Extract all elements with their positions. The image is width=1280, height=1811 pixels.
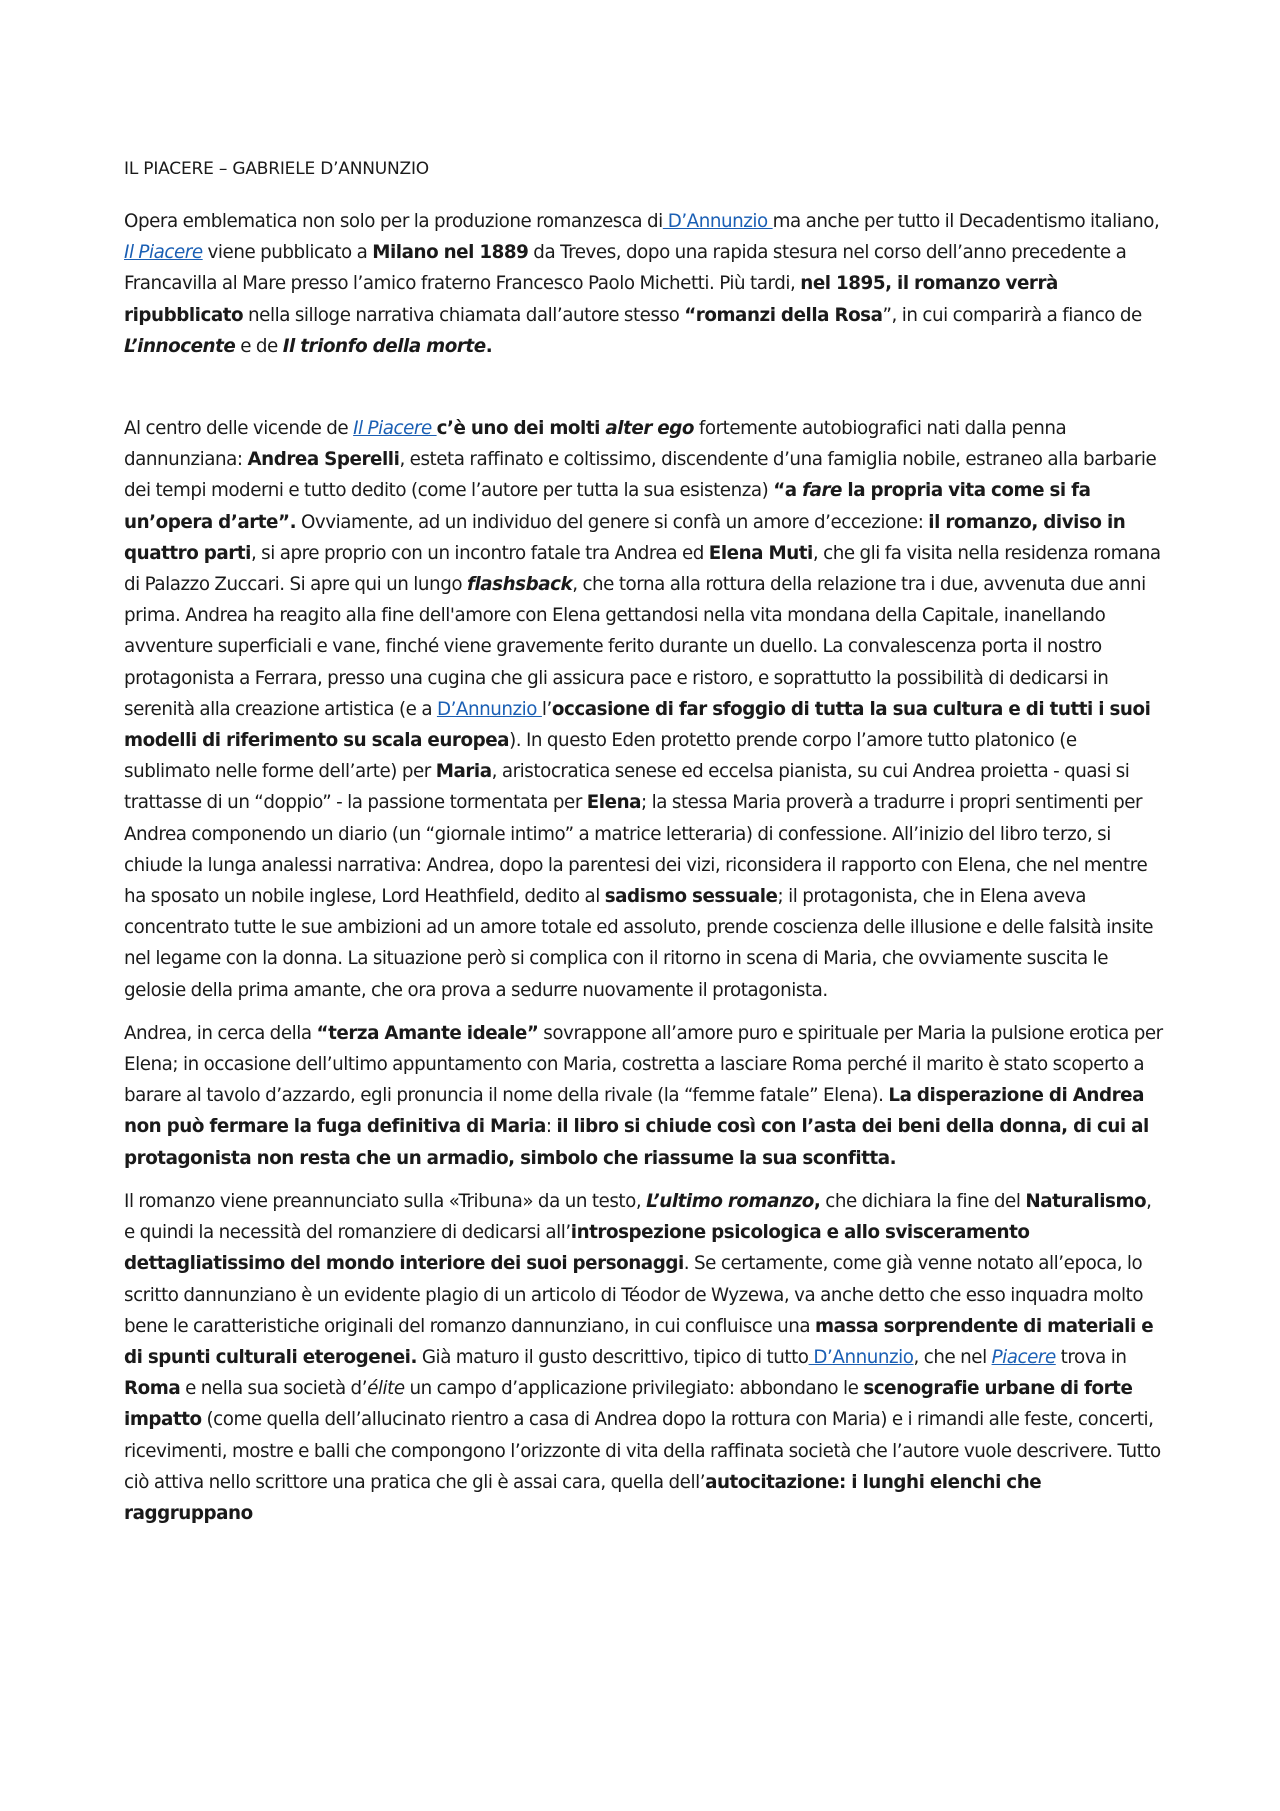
bold-text: Roma: [124, 1378, 181, 1400]
paragraph-style: [124, 1186, 1166, 1529]
bold-text: Maria: [435, 761, 492, 783]
bold-text: il romanzo, diviso in quattro parti: [124, 511, 1126, 564]
text-run: da Treves, dopo una rapida stesura nel corso dell’anno precedente a Francavilla al Mare presso l’amico fraterno Francesco Paolo Michetti. Più tardi,: [124, 242, 1127, 295]
text-run: Ovviamente, ad un individuo del genere si confà un amore d’eccezione:: [296, 511, 929, 533]
text-run: e de: [235, 335, 283, 357]
bold-text: Milano nel 1889: [372, 242, 529, 264]
bold-text: Naturalismo: [1025, 1190, 1147, 1212]
text-run: nella silloge narrativa chiamata dall’autore stesso: [243, 304, 685, 326]
bold-text: autocitazione: i lunghi elenchi che raggruppano: [124, 1471, 1042, 1524]
text-run: l’: [541, 698, 552, 720]
text-run: trova in: [1055, 1346, 1127, 1368]
bold-text: introspezione psicologica e allo sviscerament​o dettagliatissimo del mondo interiore dei suoi personaggi: [124, 1222, 1030, 1275]
text-run: fortemente autobiografici nati dalla penna dannunziana:: [124, 418, 1067, 471]
bold-text: massa sorprendente di materiali e di spunti culturali eterogenei.: [124, 1315, 1154, 1368]
title-link[interactable]: Il Piacere: [124, 242, 203, 264]
text-run: , aristocratica senese ed eccelsa pianista, su cui Andrea proietta - quasi si trattasse di un “doppio” - la passione tormentata per: [124, 761, 1130, 814]
text-run: , esteta raffinato e coltissimo, discendente d’una famiglia nobile, estraneo alla barbarie dei tempi moderni e tutto dedito (come l’autore per tutta la sua esistenza): [124, 449, 1157, 502]
text-run: un campo d’applicazione privilegiato: abbondano le: [404, 1378, 864, 1400]
bold-text: Il trionfo della morte: [282, 335, 486, 357]
bold-text: Elena: [586, 792, 642, 814]
bold-text: L’ultimo romanzo: [646, 1190, 814, 1212]
text-run: Andrea, in cerca della: [124, 1022, 317, 1044]
bold-text: occasione di far sfoggio di tutta la sua cultura e di tutti i suoi modelli di riferimento su scala europea: [124, 698, 1151, 752]
text-run: ). In questo Eden protetto prende corpo l’amore tutto platonico (e sublimato nelle forme dell’arte) per: [124, 730, 1077, 783]
bold-text: “a: [773, 480, 803, 502]
text-run: élite: [367, 1378, 405, 1400]
title-link[interactable]: Piacere: [991, 1346, 1056, 1368]
text-run: sovrappone all’amore puro e spirituale per Maria la pulsione erotica per Elena; in occasione dell’ultimo appuntamento con Maria, costretta a lasciare Roma perché il marito è stato scoperto a barare al tavolo d’azzardo, egli pronuncia il nome della rivale (la “femme fatale” Elena).: [124, 1022, 1163, 1107]
bold-text: Elena Muti: [708, 542, 813, 564]
text-run: ma anche per tutto il Decadentismo italiano,: [772, 211, 1160, 232]
text-run: ; il protagonista, che in Elena aveva concentrato tutte le sue ambizioni ad un amore totale ed assoluto, prende coscienza delle illusione e delle falsità insite nel legame con la donna. La situazione però si complica con il ritorno in scena di Maria, che ovviamente suscita le gelosie della prima amante, che ora prova a sedurre nuovamente il protagonista.: [124, 886, 1154, 1001]
bold-text: c’è uno dei molti: [436, 418, 606, 440]
text-run: , e quindi la necessità del romanziere di dedicarsi all’: [124, 1190, 1152, 1244]
bold-text: la propria vita come si fa un’opera d’arte”.: [124, 480, 1091, 533]
text-run: :: [545, 1116, 557, 1138]
bold-text: sadismo sessuale: [604, 886, 778, 908]
bold-text: flashsback: [466, 574, 573, 596]
bold-text: L’innocente: [124, 335, 236, 357]
title-link[interactable]: Il Piacere: [353, 418, 437, 440]
text-run: ; la stessa Maria proverà a tradurre i propri sentimenti per Andrea componendo un diario (un “giornale intimo” a matrice letteraria) di confessione. All’inizio del libro terzo, si chiude la lunga analessi narrativa: Andrea, dopo la parentesi dei vizi, riconsidera il rapporto con Elena, che nel mentre ha sposato un nobile inglese, Lord Heathfield, dedito al: [124, 792, 1148, 908]
document-title: IL PIACERE – GABRIELE D’ANNUNZIO: [124, 159, 429, 179]
paragraph-ending: [124, 1018, 1166, 1174]
paragraph-plot: [124, 413, 1166, 1006]
bold-text: Andrea Sperelli: [247, 449, 400, 471]
dannunzio-link[interactable]: D’Annunzio: [436, 698, 542, 720]
bold-text: ,: [813, 1190, 821, 1212]
bold-text: La disperazione di Andrea non può fermare la fuga definitiva di Maria: [124, 1085, 1145, 1138]
text-run: Già maturo il gusto descrittivo, tipico di tutto: [416, 1346, 809, 1368]
text-run: , che torna alla rottura della relazione tra i due, avvenuta due anni prima. Andrea ha reagito alla fine dell'amore con Elena gettandosi nella vita mondana della Capitale, inanellando avventure superficiali e vane, finché viene gravemente ferito durante un duello. La convalescenza porta il nostro protagonista a Ferrara, presso una cugina che gli assicura pace e ristoro, e soprattutto la possibilità di dedicarsi in serenità alla creazione artistica (e a: [124, 574, 1146, 720]
dannunzio-link[interactable]: D’Annunzio: [808, 1346, 914, 1368]
text-run: Il romanzo viene preannunciato sulla «Tribuna» da un testo,: [124, 1190, 647, 1212]
text-run: viene pubblicato a: [202, 242, 373, 264]
bold-text: nel 1895, il romanzo verrà ripubblicato: [124, 273, 1058, 326]
bold-text: fare: [802, 480, 842, 502]
bold-text: il libro si chiude così con l’asta dei beni della donna, di cui al protagonista non resta che un armadio, simbolo che riassume la sua sconfitta.: [124, 1116, 1149, 1169]
text-run: e nella sua società d’: [180, 1378, 368, 1400]
paragraph-intro: [124, 206, 1166, 362]
bold-text: alter ego: [605, 418, 694, 440]
bold-text: “romanzi della Rosa: [684, 304, 883, 326]
text-run: , si apre proprio con un incontro fatale tra Andrea ed: [250, 542, 709, 564]
text-run: che dichiara la fine del: [820, 1190, 1026, 1212]
bold-text: scenografie urbane di forte impatto: [124, 1378, 1133, 1431]
text-run: . Se certamente, come già venne notato all’epoca, lo scritto dannunziano è un evidente plagio di un articolo di Téodor de Wyzewa, va anche detto che esso inquadra molto bene le caratteristiche originali del romanzo dannunziano, in cui confluisce una: [124, 1253, 1144, 1337]
text-run: (come quella dell’allucinato rientro a casa di Andrea dopo la rottura con Maria) e i rimandi alle feste, concerti, ricevimenti, mostre e balli che compongono l’orizzonte di vita della raffinata società che l’autore vuole descrivere. Tutto ciò attiva nello scrittore una pratica che gli è assai cara, quella dell’: [124, 1409, 1161, 1493]
bold-text: “terza Amante ideale”: [316, 1022, 539, 1044]
bold-text: .: [485, 335, 493, 357]
text-run: , che nel: [913, 1346, 992, 1368]
dannunzio-link[interactable]: D’Annunzio: [662, 211, 773, 232]
text-run: Al centro delle vicende de: [124, 418, 354, 440]
text-run: , che gli fa visita nella residenza romana di Palazzo Zuccari. Si apre qui un lungo: [124, 542, 1161, 596]
text-run: Opera emblematica non solo per la produzione romanzesca di: [124, 211, 663, 232]
text-run: ”, in cui comparirà a fianco de: [882, 304, 1142, 326]
